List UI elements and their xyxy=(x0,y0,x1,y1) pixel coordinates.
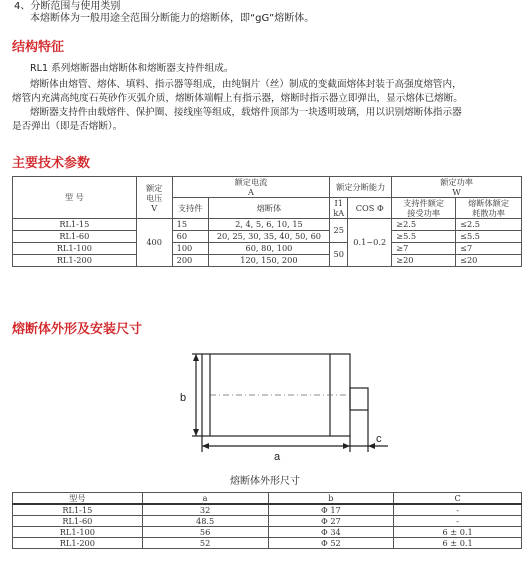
dim-label-b: b xyxy=(180,392,187,404)
cell-pfuse: ≤7 xyxy=(456,243,522,255)
structure-p2a: 熔断体由熔管、熔体、填料、指示器等组成，由纯铜片（丝）制成的变截面熔体封装于高强度熔管内， xyxy=(30,79,462,90)
cell-psup: ≥7 xyxy=(392,243,456,255)
header-psup xyxy=(392,198,456,219)
cell-pfuse: ≤2.5 xyxy=(456,219,522,231)
header-model: 型 号 xyxy=(13,177,137,219)
dim-cell-c: 6 ± 0.1 xyxy=(394,527,522,538)
table-row xyxy=(13,243,522,255)
dims-heading: 熔断体外形及安装尺寸 xyxy=(12,322,143,337)
cell-model: RL1-100 xyxy=(13,243,137,255)
header-i1 xyxy=(330,198,348,219)
header-voltage-l2: 电压 xyxy=(145,192,163,203)
fuse-outline-drawing xyxy=(150,346,410,464)
header-i1-l2: kA xyxy=(333,208,345,218)
section-4-title: 4、分断范围与使用类别 xyxy=(14,1,121,12)
structure-p3a: 熔断器支持件由载熔件、保护圈、接线座等组成，载熔件顶部为一块透明玻璃，用以识别熔断体指示器 xyxy=(30,107,462,118)
header-power xyxy=(392,177,522,198)
structure-heading: 结构特征 xyxy=(12,40,65,55)
dim-cell-a: 52 xyxy=(142,538,268,549)
header-current-l2: A xyxy=(247,187,254,197)
header-current xyxy=(172,177,330,198)
header-voltage xyxy=(136,177,172,219)
cell-psup: ≥20 xyxy=(392,255,456,267)
table-row xyxy=(13,219,522,231)
table-row xyxy=(13,538,522,549)
cell-psup: ≥2.5 xyxy=(392,219,456,231)
dim-cell-c: 6 ± 0.1 xyxy=(394,538,522,549)
dim-cell-b: Φ 17 xyxy=(268,504,394,516)
structure-p3b: 是否弹出（即是否熔断）。 xyxy=(12,121,123,132)
dim-label-c: c xyxy=(376,433,382,445)
dim-cell-b: Φ 34 xyxy=(268,527,394,538)
header-psup-l1: 支持件额定 xyxy=(403,198,445,208)
dim-cell-model: RL1-100 xyxy=(13,527,143,538)
header-current-l1: 额定电流 xyxy=(234,177,268,187)
structure-p2b: 熔管内充满高纯度石英砂作灭弧介质，熔断体端帽上有指示器，熔断时指示器立即弹出，显示熔体已熔断。 xyxy=(12,93,463,104)
dim-cell-a: 32 xyxy=(142,504,268,516)
dim-cell-c: - xyxy=(394,504,522,516)
dim-cell-a: 48.5 xyxy=(142,516,268,527)
dim-header-c: C xyxy=(394,493,522,505)
header-power-l2: W xyxy=(452,187,461,197)
table-row xyxy=(13,516,522,527)
cell-fuse: 20, 25, 30, 35, 40, 50, 60 xyxy=(208,231,330,243)
header-pfuse xyxy=(456,198,522,219)
dim-cell-model: RL1-200 xyxy=(13,538,143,549)
dim-header-a: a xyxy=(142,493,268,505)
header-psup-l2: 接受功率 xyxy=(407,208,441,218)
cell-pfuse: ≤20 xyxy=(456,255,522,267)
dim-cell-a: 56 xyxy=(142,527,268,538)
cell-fuse: 120, 150, 200 xyxy=(208,255,330,267)
cell-i1-a: 25 xyxy=(330,219,348,243)
cell-model: RL1-200 xyxy=(13,255,137,267)
dim-cell-model: RL1-60 xyxy=(13,516,143,527)
header-breaking: 额定分断能力 xyxy=(330,177,392,198)
header-i1-l1: I1 xyxy=(334,198,343,208)
cell-support: 100 xyxy=(172,243,208,255)
cell-fuse: 2, 4, 5, 6, 10, 15 xyxy=(208,219,330,231)
header-fuse: 熔断体 xyxy=(208,198,330,219)
cell-support: 60 xyxy=(172,231,208,243)
cell-cos: 0.1~0.2 xyxy=(348,219,392,267)
structure-p1: RL1 系列熔断器由熔断体和熔断器支持件组成。 xyxy=(30,63,234,74)
cell-model: RL1-15 xyxy=(13,219,137,231)
table-row xyxy=(13,231,522,243)
fuse-indicator-cap xyxy=(350,388,368,410)
cell-support: 15 xyxy=(172,219,208,231)
dimension-table xyxy=(12,492,522,549)
spec-table xyxy=(12,176,522,267)
cell-pfuse: ≤5.5 xyxy=(456,231,522,243)
header-power-l1: 额定功率 xyxy=(440,177,473,187)
params-heading: 主要技术参数 xyxy=(12,156,91,171)
header-cos: COS Φ xyxy=(348,198,392,219)
header-voltage-l3: V xyxy=(151,202,158,213)
cell-psup: ≥5.5 xyxy=(392,231,456,243)
drawing-caption: 熔断体外形尺寸 xyxy=(230,476,300,487)
cell-i1-b: 50 xyxy=(330,243,348,267)
table-row xyxy=(13,504,522,516)
section-4-text: 本熔断体为一般用途全范围分断能力的熔断体，即“gG”熔断体。 xyxy=(30,13,315,24)
cell-fuse: 60, 80, 100 xyxy=(208,243,330,255)
cell-voltage: 400 xyxy=(136,219,172,267)
header-pfuse-l1: 熔断体额定 xyxy=(468,198,510,208)
dim-cell-c: - xyxy=(394,516,522,527)
table-row xyxy=(13,255,522,267)
header-voltage-l1: 额定 xyxy=(145,182,163,193)
header-support: 支持件 xyxy=(172,198,208,219)
cell-support: 200 xyxy=(172,255,208,267)
table-row xyxy=(13,527,522,538)
header-pfuse-l2: 耗散功率 xyxy=(472,208,505,218)
dim-cell-b: Φ 27 xyxy=(268,516,394,527)
dim-cell-model: RL1-15 xyxy=(13,504,143,516)
dim-header-b: b xyxy=(268,493,394,505)
cell-model: RL1-60 xyxy=(13,231,137,243)
dim-label-a: a xyxy=(274,451,281,463)
dim-cell-b: Φ 52 xyxy=(268,538,394,549)
dim-header-model: 型号 xyxy=(13,493,143,505)
